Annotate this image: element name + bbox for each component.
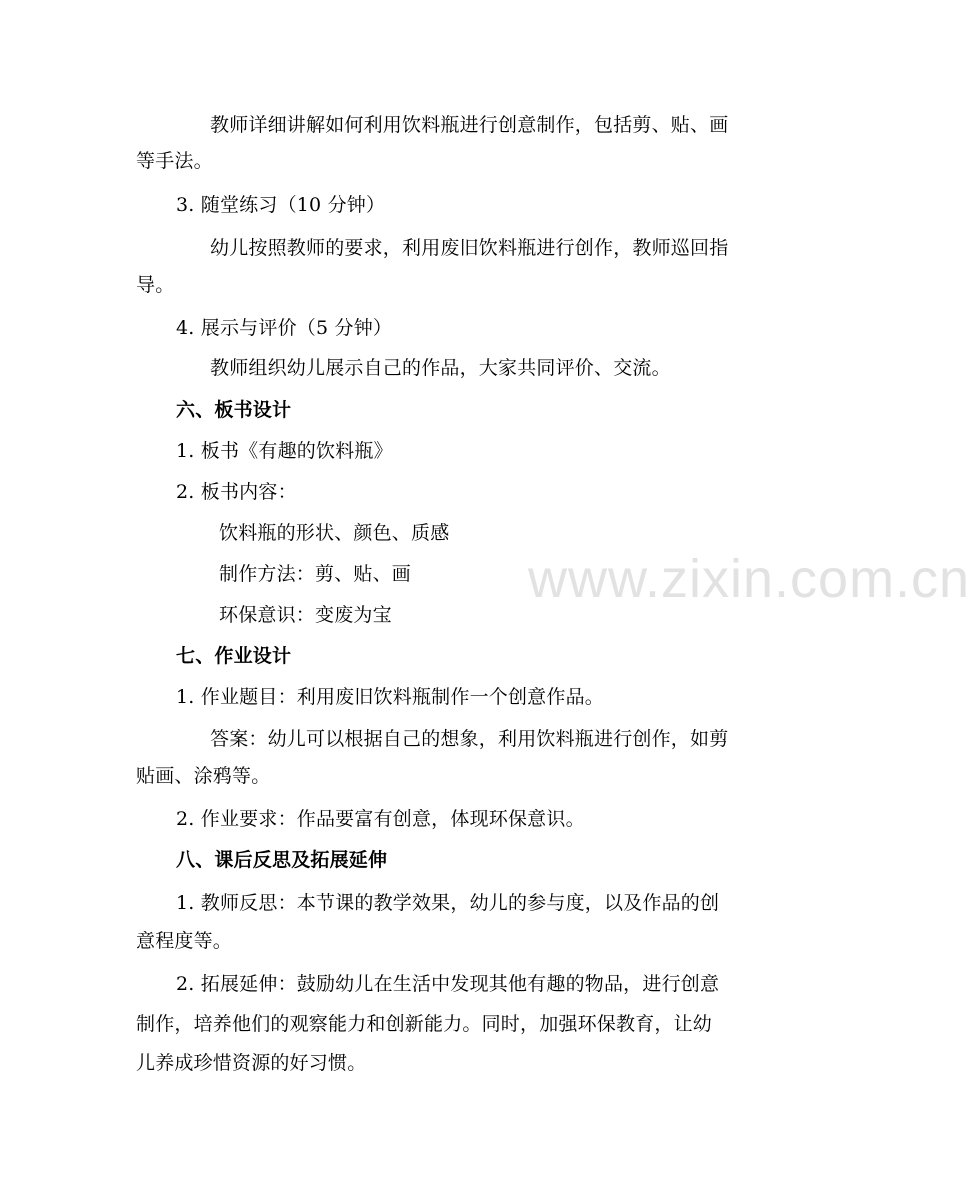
board-item-1: 1. 板书《有趣的饮料瓶》 (176, 440, 393, 462)
watermark: www.zixin.com.cn (528, 549, 970, 609)
board-content-line-1: 饮料瓶的形状、颜色、质感 (219, 522, 450, 544)
reflection-item-2: 2. 拓展延伸：鼓励幼儿在生活中发现其他有趣的物品，进行创意 (176, 973, 720, 995)
board-content-line-3: 环保意识：变废为宝 (219, 604, 392, 626)
paragraph-display: 教师组织幼儿展示自己的作品，大家共同评价、交流。 (210, 357, 671, 379)
homework-item-2: 2. 作业要求：作品要富有创意，体现环保意识。 (176, 808, 585, 830)
board-item-2: 2. 板书内容： (176, 481, 297, 503)
reflection-item-1-cont: 意程度等。 (136, 930, 233, 952)
step-3-heading: 3. 随堂练习（10 分钟） (176, 194, 386, 216)
paragraph-demo-method: 教师详细讲解如何利用饮料瓶进行创意制作，包括剪、贴、画 (210, 114, 729, 136)
board-content-line-2: 制作方法：剪、贴、画 (219, 563, 412, 585)
section-6-heading: 六、板书设计 (176, 399, 292, 421)
homework-answer: 答案：幼儿可以根据自己的想象，利用饮料瓶进行创作，如剪 (210, 728, 729, 750)
paragraph-demo-method-cont: 等手法。 (136, 150, 213, 172)
section-7-heading: 七、作业设计 (176, 645, 292, 667)
paragraph-practice-cont: 导。 (136, 274, 175, 296)
reflection-item-2-cont-1: 制作，培养他们的观察能力和创新能力。同时，加强环保教育，让幼 (136, 1013, 713, 1035)
homework-item-1: 1. 作业题目：利用废旧饮料瓶制作一个创意作品。 (176, 686, 604, 708)
paragraph-practice: 幼儿按照教师的要求，利用废旧饮料瓶进行创作，教师巡回指 (210, 237, 729, 259)
step-4-heading: 4. 展示与评价（5 分钟） (176, 317, 393, 339)
reflection-item-1: 1. 教师反思：本节课的教学效果，幼儿的参与度，以及作品的创 (176, 892, 720, 914)
reflection-item-2-cont-2: 儿养成珍惜资源的好习惯。 (136, 1052, 367, 1074)
section-8-heading: 八、课后反思及拓展延伸 (176, 849, 388, 871)
homework-answer-cont: 贴画、涂鸦等。 (136, 765, 271, 787)
